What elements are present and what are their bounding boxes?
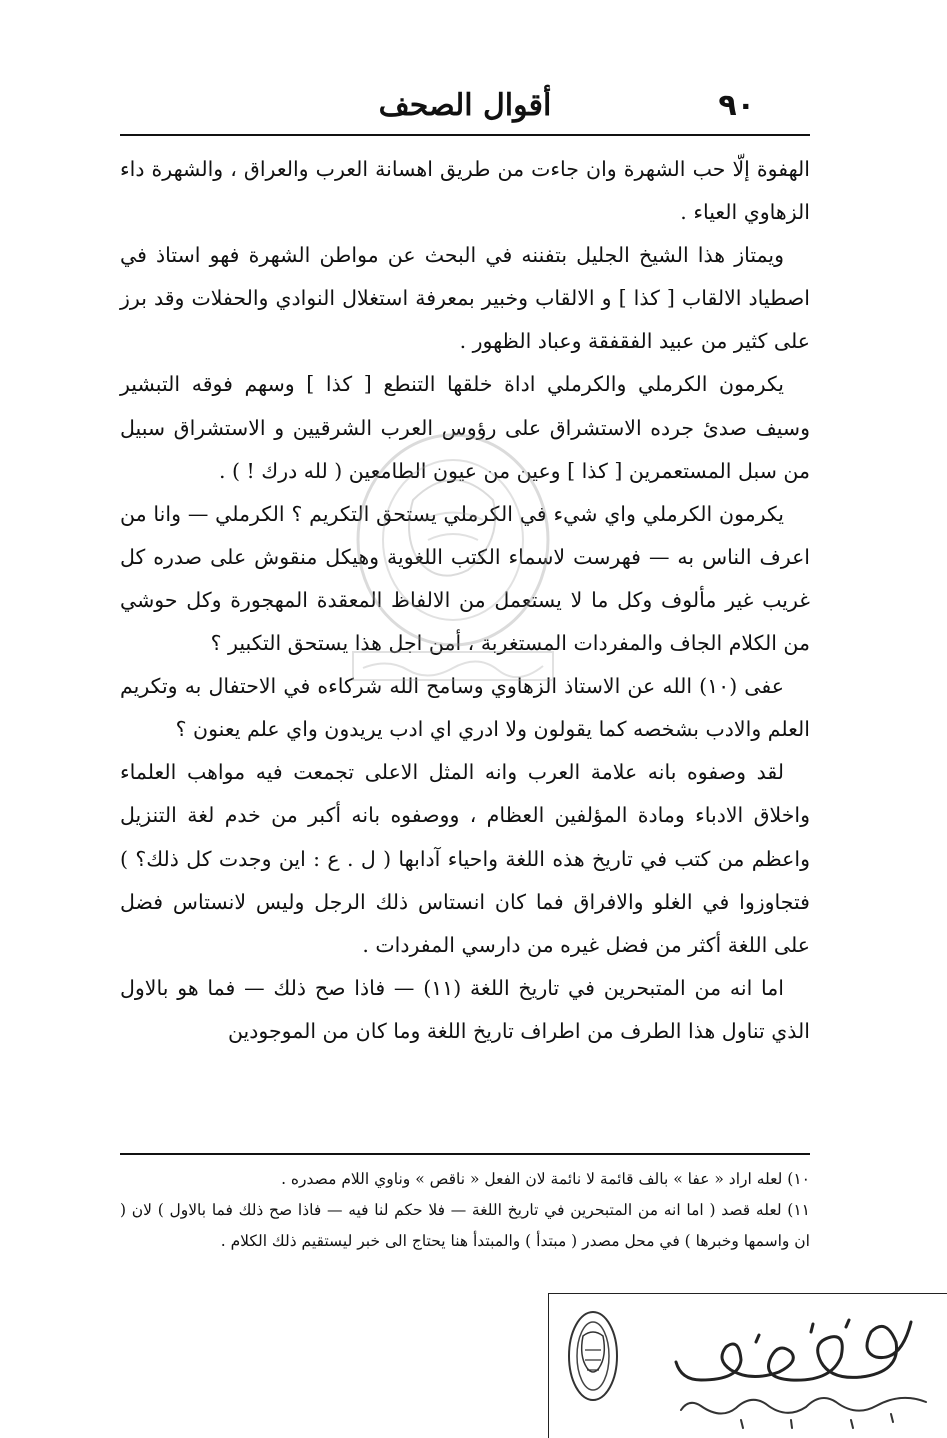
paragraph-2: ويمتاز هذا الشيخ الجليل بتفننه في البحث عن مواطن الشهرة فهو استاذ في اصطياد الالقاب [ كذا ] و الالقاب وخبير بمعرفة استغلال النوادي والحفلات وقد برز على كثير من عبيد الفقفقة وعباد الظهور .	[120, 243, 810, 354]
paragraph-1: الهفوة إلّا حب الشهرة وان جاءت من طريق اهسانة العرب والعراق ، والشهرة داء الزهاوي العياء .	[120, 157, 810, 225]
paragraph-7: اما انه من المتبحرين في تاريخ اللغة (١١) — فاذا صح ذلك — فما هو بالاول الذي تناول هذا الطرف من اطراف تاريخ اللغة وما كان من الموجودين	[120, 975, 810, 1043]
footnotes	[120, 1164, 810, 1257]
library-stamp	[548, 1293, 947, 1438]
library-watermark-icon	[318, 420, 588, 710]
handwritten-signature-icon	[661, 1302, 941, 1432]
page-header	[120, 88, 810, 128]
page-number: ٩٠	[718, 88, 755, 123]
paragraph-4: يكرمون الكرملي واي شيء في الكرملي يستحق التكريم ؟ الكرملي — وانا من اعرف الناس به — فهرست لاسماء الكتب اللغوية وهيكل منقوش على صدره كل غريب غير مألوف وكل ما لا يستعمل من الالفاظ المعقدة المهجورة وكل حوشي من الكلام الجاف والمفردات المستغربة ، أمن اجل هذا يستحق التكبير ؟	[120, 501, 810, 656]
paragraph-6: لقد وصفوه بانه علامة العرب وانه المثل الاعلى تجمعت فيه مواهب العلماء واخلاق الادباء ومادة المؤلفين العظام ، ووصفوه بانه أكبر من خدم لغة التنزيل واعظم من كتب في تاريخ هذه اللغة واحياء آدابها ( ل . ع : اين وجدت كل ذلك؟ ) فتجاوزوا في الغلو والافراق فما كان انستاس ذلك الرجل وليس لانستاس فضل على اللغة أكثر من فضل غيره من دارسي المفردات .	[120, 760, 810, 957]
footnote-11: ١١) لعله قصد ( اما انه من المتبحرين في تاريخ اللغة — فلا حكم لنا فيه — فاذا صح ذلك فما بالاول ) لان ( ان واسمها وخبرها ) في محل مصدر ( مبتدأ ) والمبتدأ هنا يحتاج الى خبر ليستقيم ذلك الكلام .	[120, 1201, 810, 1250]
footnote-separator	[120, 1153, 810, 1155]
library-seal-icon	[563, 1306, 623, 1406]
running-title: أقوال الصحف	[378, 88, 552, 123]
header-rule	[120, 134, 810, 136]
paragraph-5: عفى (١٠) الله عن الاستاذ الزهاوي وسامح الله شركاءه في الاحتفال به وتكريم العلم والادب بشخصه كما يقولون ولا ادري اي ادب يريدون واي علم يعنون ؟	[120, 674, 810, 742]
footnote-10: ١٠) لعله اراد « عفا » بالف قائمة لا نائمة لان الفعل « ناقص » وناوي اللام مصدره .	[281, 1170, 810, 1188]
paragraph-3: يكرمون الكرملي والكرملي اداة خلقها التنطع [ كذا ] وسهم فوقه التبشير وسيف صدئ جرده الاستشراق على رؤوس العرب الشرقيين و الاستشراق سبيل من سبل المستعمرين [ كذا ] وعين من عيون الطامعين ( لله درك ! ) .	[120, 372, 810, 483]
